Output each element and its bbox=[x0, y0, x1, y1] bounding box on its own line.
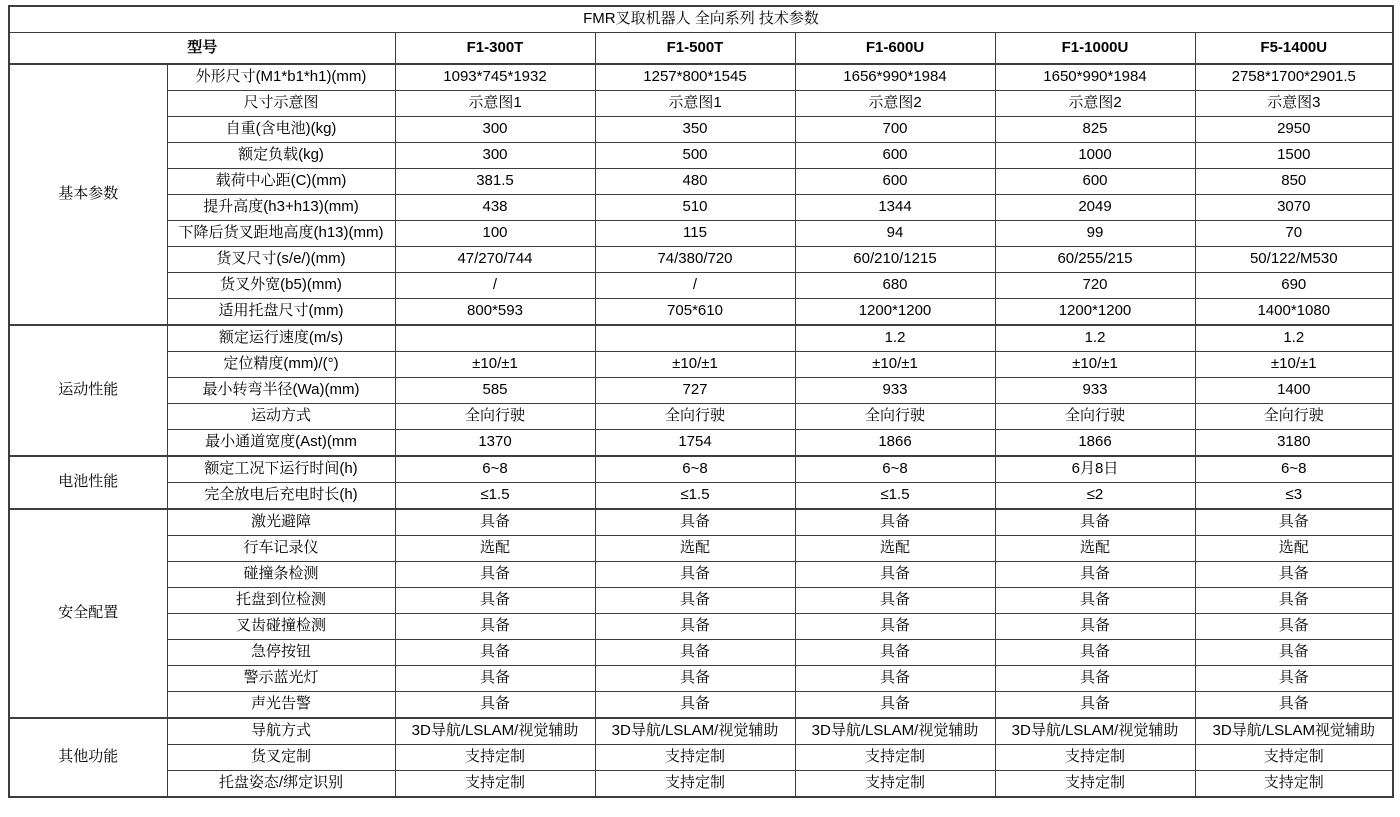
value-cell: 47/270/744 bbox=[395, 247, 595, 273]
spec-row bbox=[9, 692, 1393, 719]
row-label: 托盘到位检测 bbox=[167, 588, 395, 614]
spec-row bbox=[9, 169, 1393, 195]
value-cell: 具备 bbox=[795, 562, 995, 588]
value-cell: 933 bbox=[995, 378, 1195, 404]
value-cell: 600 bbox=[795, 169, 995, 195]
spec-row bbox=[9, 325, 1393, 352]
value-cell: 示意图1 bbox=[595, 91, 795, 117]
value-cell: 70 bbox=[1195, 221, 1393, 247]
value-cell: 具备 bbox=[795, 640, 995, 666]
value-cell: ±10/±1 bbox=[1195, 352, 1393, 378]
row-label: 警示蓝光灯 bbox=[167, 666, 395, 692]
row-label: 货叉外宽(b5)(mm) bbox=[167, 273, 395, 299]
spec-row bbox=[9, 483, 1393, 510]
value-cell: 1257*800*1545 bbox=[595, 64, 795, 91]
spec-row bbox=[9, 536, 1393, 562]
value-cell: 具备 bbox=[395, 666, 595, 692]
value-cell: 1370 bbox=[395, 430, 595, 457]
value-cell: 具备 bbox=[795, 509, 995, 536]
row-label: 定位精度(mm)/(°) bbox=[167, 352, 395, 378]
value-cell: 1000 bbox=[995, 143, 1195, 169]
spec-row bbox=[9, 404, 1393, 430]
value-cell: 具备 bbox=[395, 640, 595, 666]
value-cell: 1400 bbox=[1195, 378, 1393, 404]
spec-row bbox=[9, 718, 1393, 745]
row-label: 货叉定制 bbox=[167, 745, 395, 771]
row-label: 载荷中心距(C)(mm) bbox=[167, 169, 395, 195]
value-cell: 700 bbox=[795, 117, 995, 143]
row-label: 导航方式 bbox=[167, 718, 395, 745]
value-cell: 1093*745*1932 bbox=[395, 64, 595, 91]
spec-row bbox=[9, 588, 1393, 614]
value-cell: 具备 bbox=[1195, 588, 1393, 614]
value-cell: 具备 bbox=[395, 562, 595, 588]
spec-row bbox=[9, 456, 1393, 483]
spec-row bbox=[9, 221, 1393, 247]
model-header-f1-500t: F1-500T bbox=[595, 33, 795, 65]
value-cell: 1400*1080 bbox=[1195, 299, 1393, 326]
value-cell: 选配 bbox=[795, 536, 995, 562]
value-cell: ≤2 bbox=[995, 483, 1195, 510]
spec-row bbox=[9, 745, 1393, 771]
value-cell: 具备 bbox=[395, 692, 595, 719]
value-cell: 1754 bbox=[595, 430, 795, 457]
value-cell: 示意图2 bbox=[995, 91, 1195, 117]
value-cell: 115 bbox=[595, 221, 795, 247]
spec-row bbox=[9, 430, 1393, 457]
spec-row bbox=[9, 91, 1393, 117]
value-cell: 全向行驶 bbox=[395, 404, 595, 430]
value-cell: 6~8 bbox=[795, 456, 995, 483]
value-cell: 支持定制 bbox=[995, 745, 1195, 771]
spec-row bbox=[9, 771, 1393, 798]
row-label: 运动方式 bbox=[167, 404, 395, 430]
value-cell: 720 bbox=[995, 273, 1195, 299]
value-cell: 100 bbox=[395, 221, 595, 247]
row-label: 托盘姿态/绑定识别 bbox=[167, 771, 395, 798]
row-label: 完全放电后充电时长(h) bbox=[167, 483, 395, 510]
value-cell: ±10/±1 bbox=[995, 352, 1195, 378]
value-cell: 850 bbox=[1195, 169, 1393, 195]
value-cell: 1866 bbox=[995, 430, 1195, 457]
value-cell: 1.2 bbox=[995, 325, 1195, 352]
value-cell: 1200*1200 bbox=[995, 299, 1195, 326]
value-cell: 支持定制 bbox=[795, 745, 995, 771]
value-cell: 选配 bbox=[395, 536, 595, 562]
value-cell: 60/210/1215 bbox=[795, 247, 995, 273]
spec-row bbox=[9, 562, 1393, 588]
value-cell: 具备 bbox=[1195, 640, 1393, 666]
value-cell: 510 bbox=[595, 195, 795, 221]
value-cell: 3D导航/LSLAM/视觉辅助 bbox=[595, 718, 795, 745]
value-cell: 具备 bbox=[995, 666, 1195, 692]
value-cell: ≤1.5 bbox=[395, 483, 595, 510]
value-cell: 具备 bbox=[595, 692, 795, 719]
spec-row bbox=[9, 299, 1393, 326]
value-cell: / bbox=[395, 273, 595, 299]
value-cell: 1500 bbox=[1195, 143, 1393, 169]
value-cell: 具备 bbox=[595, 509, 795, 536]
value-cell bbox=[395, 325, 595, 352]
model-header-label: 型号 bbox=[9, 33, 395, 65]
row-label: 额定运行速度(m/s) bbox=[167, 325, 395, 352]
model-header-row bbox=[9, 33, 1393, 65]
row-label: 外形尺寸(M1*b1*h1)(mm) bbox=[167, 64, 395, 91]
row-label: 行车记录仪 bbox=[167, 536, 395, 562]
row-label: 货叉尺寸(s/e/)(mm) bbox=[167, 247, 395, 273]
section-label: 运动性能 bbox=[9, 325, 167, 456]
value-cell: 支持定制 bbox=[1195, 745, 1393, 771]
value-cell: 1344 bbox=[795, 195, 995, 221]
value-cell: 933 bbox=[795, 378, 995, 404]
value-cell: 74/380/720 bbox=[595, 247, 795, 273]
value-cell: 支持定制 bbox=[395, 745, 595, 771]
row-label: 激光避障 bbox=[167, 509, 395, 536]
value-cell: 705*610 bbox=[595, 299, 795, 326]
value-cell: ≤1.5 bbox=[595, 483, 795, 510]
spec-row bbox=[9, 509, 1393, 536]
row-label: 最小通道宽度(Ast)(mm bbox=[167, 430, 395, 457]
section-label: 电池性能 bbox=[9, 456, 167, 509]
model-header-f1-1000u: F1-1000U bbox=[995, 33, 1195, 65]
value-cell: 480 bbox=[595, 169, 795, 195]
model-header-f1-300t: F1-300T bbox=[395, 33, 595, 65]
row-label: 额定工况下运行时间(h) bbox=[167, 456, 395, 483]
value-cell: ±10/±1 bbox=[395, 352, 595, 378]
value-cell: 60/255/215 bbox=[995, 247, 1195, 273]
row-label: 急停按钮 bbox=[167, 640, 395, 666]
value-cell: 2758*1700*2901.5 bbox=[1195, 64, 1393, 91]
value-cell: 具备 bbox=[795, 588, 995, 614]
value-cell: 727 bbox=[595, 378, 795, 404]
value-cell: 全向行驶 bbox=[995, 404, 1195, 430]
model-header-f1-600u: F1-600U bbox=[795, 33, 995, 65]
value-cell: 具备 bbox=[995, 640, 1195, 666]
value-cell: 支持定制 bbox=[595, 771, 795, 798]
value-cell: 1200*1200 bbox=[795, 299, 995, 326]
value-cell: 具备 bbox=[995, 692, 1195, 719]
row-label: 最小转弯半径(Wa)(mm) bbox=[167, 378, 395, 404]
value-cell: 690 bbox=[1195, 273, 1393, 299]
spec-row bbox=[9, 640, 1393, 666]
row-label: 碰撞条检测 bbox=[167, 562, 395, 588]
value-cell: 具备 bbox=[595, 666, 795, 692]
value-cell: ≤3 bbox=[1195, 483, 1393, 510]
value-cell: 680 bbox=[795, 273, 995, 299]
section-label: 基本参数 bbox=[9, 64, 167, 325]
value-cell: 示意图1 bbox=[395, 91, 595, 117]
value-cell: 3D导航/LSLAM/视觉辅助 bbox=[395, 718, 595, 745]
row-label: 适用托盘尺寸(mm) bbox=[167, 299, 395, 326]
value-cell: 具备 bbox=[1195, 614, 1393, 640]
spec-row bbox=[9, 117, 1393, 143]
spec-row bbox=[9, 247, 1393, 273]
value-cell: 99 bbox=[995, 221, 1195, 247]
value-cell: 具备 bbox=[795, 614, 995, 640]
value-cell: 6~8 bbox=[395, 456, 595, 483]
section-label: 安全配置 bbox=[9, 509, 167, 718]
value-cell: 支持定制 bbox=[395, 771, 595, 798]
spec-table bbox=[8, 5, 1394, 798]
value-cell: 6~8 bbox=[1195, 456, 1393, 483]
value-cell: 1.2 bbox=[1195, 325, 1393, 352]
value-cell: 825 bbox=[995, 117, 1195, 143]
value-cell: 350 bbox=[595, 117, 795, 143]
value-cell: 示意图3 bbox=[1195, 91, 1393, 117]
spec-row bbox=[9, 143, 1393, 169]
value-cell: 6月8日 bbox=[995, 456, 1195, 483]
value-cell: 具备 bbox=[995, 614, 1195, 640]
value-cell: 94 bbox=[795, 221, 995, 247]
value-cell: 3180 bbox=[1195, 430, 1393, 457]
value-cell: 具备 bbox=[595, 640, 795, 666]
value-cell: 具备 bbox=[1195, 509, 1393, 536]
value-cell: 具备 bbox=[395, 614, 595, 640]
title-row bbox=[9, 6, 1393, 33]
value-cell: 全向行驶 bbox=[1195, 404, 1393, 430]
spec-row bbox=[9, 195, 1393, 221]
value-cell: 示意图2 bbox=[795, 91, 995, 117]
spec-row bbox=[9, 273, 1393, 299]
row-label: 自重(含电池)(kg) bbox=[167, 117, 395, 143]
value-cell: 具备 bbox=[1195, 666, 1393, 692]
value-cell: 具备 bbox=[995, 509, 1195, 536]
value-cell: 具备 bbox=[395, 509, 595, 536]
value-cell bbox=[595, 325, 795, 352]
value-cell: 具备 bbox=[595, 614, 795, 640]
value-cell: 选配 bbox=[995, 536, 1195, 562]
value-cell: 支持定制 bbox=[995, 771, 1195, 798]
value-cell: 6~8 bbox=[595, 456, 795, 483]
value-cell: 具备 bbox=[1195, 562, 1393, 588]
page-title: FMR叉取机器人 全向系列 技术参数 bbox=[9, 6, 1393, 33]
model-header-f5-1400u: F5-1400U bbox=[1195, 33, 1393, 65]
value-cell: 全向行驶 bbox=[795, 404, 995, 430]
value-cell: 3D导航/LSLAM/视觉辅助 bbox=[995, 718, 1195, 745]
section-label: 其他功能 bbox=[9, 718, 167, 797]
spec-row bbox=[9, 64, 1393, 91]
value-cell: / bbox=[595, 273, 795, 299]
value-cell: ±10/±1 bbox=[595, 352, 795, 378]
value-cell: 500 bbox=[595, 143, 795, 169]
row-label: 下降后货叉距地高度(h13)(mm) bbox=[167, 221, 395, 247]
spec-row bbox=[9, 614, 1393, 640]
value-cell: 600 bbox=[995, 169, 1195, 195]
value-cell: 具备 bbox=[795, 692, 995, 719]
value-cell: 585 bbox=[395, 378, 595, 404]
value-cell: 选配 bbox=[1195, 536, 1393, 562]
value-cell: 1656*990*1984 bbox=[795, 64, 995, 91]
value-cell: 3070 bbox=[1195, 195, 1393, 221]
value-cell: 50/122/M530 bbox=[1195, 247, 1393, 273]
value-cell: 600 bbox=[795, 143, 995, 169]
value-cell: 300 bbox=[395, 143, 595, 169]
row-label: 提升高度(h3+h13)(mm) bbox=[167, 195, 395, 221]
spec-row bbox=[9, 666, 1393, 692]
value-cell: ≤1.5 bbox=[795, 483, 995, 510]
value-cell: 具备 bbox=[595, 588, 795, 614]
value-cell: 具备 bbox=[995, 588, 1195, 614]
row-label: 声光告警 bbox=[167, 692, 395, 719]
value-cell: 具备 bbox=[395, 588, 595, 614]
value-cell: 3D导航/LSLAM视觉辅助 bbox=[1195, 718, 1393, 745]
spec-row bbox=[9, 378, 1393, 404]
value-cell: 2049 bbox=[995, 195, 1195, 221]
value-cell: 具备 bbox=[595, 562, 795, 588]
value-cell: 具备 bbox=[995, 562, 1195, 588]
value-cell: ±10/±1 bbox=[795, 352, 995, 378]
value-cell: 1.2 bbox=[795, 325, 995, 352]
value-cell: 支持定制 bbox=[1195, 771, 1393, 798]
value-cell: 2950 bbox=[1195, 117, 1393, 143]
value-cell: 具备 bbox=[1195, 692, 1393, 719]
value-cell: 1866 bbox=[795, 430, 995, 457]
row-label: 叉齿碰撞检测 bbox=[167, 614, 395, 640]
value-cell: 选配 bbox=[595, 536, 795, 562]
spec-row bbox=[9, 352, 1393, 378]
value-cell: 3D导航/LSLAM/视觉辅助 bbox=[795, 718, 995, 745]
value-cell: 381.5 bbox=[395, 169, 595, 195]
value-cell: 全向行驶 bbox=[595, 404, 795, 430]
value-cell: 1650*990*1984 bbox=[995, 64, 1195, 91]
row-label: 尺寸示意图 bbox=[167, 91, 395, 117]
value-cell: 300 bbox=[395, 117, 595, 143]
value-cell: 800*593 bbox=[395, 299, 595, 326]
value-cell: 支持定制 bbox=[595, 745, 795, 771]
value-cell: 具备 bbox=[795, 666, 995, 692]
row-label: 额定负载(kg) bbox=[167, 143, 395, 169]
value-cell: 支持定制 bbox=[795, 771, 995, 798]
value-cell: 438 bbox=[395, 195, 595, 221]
